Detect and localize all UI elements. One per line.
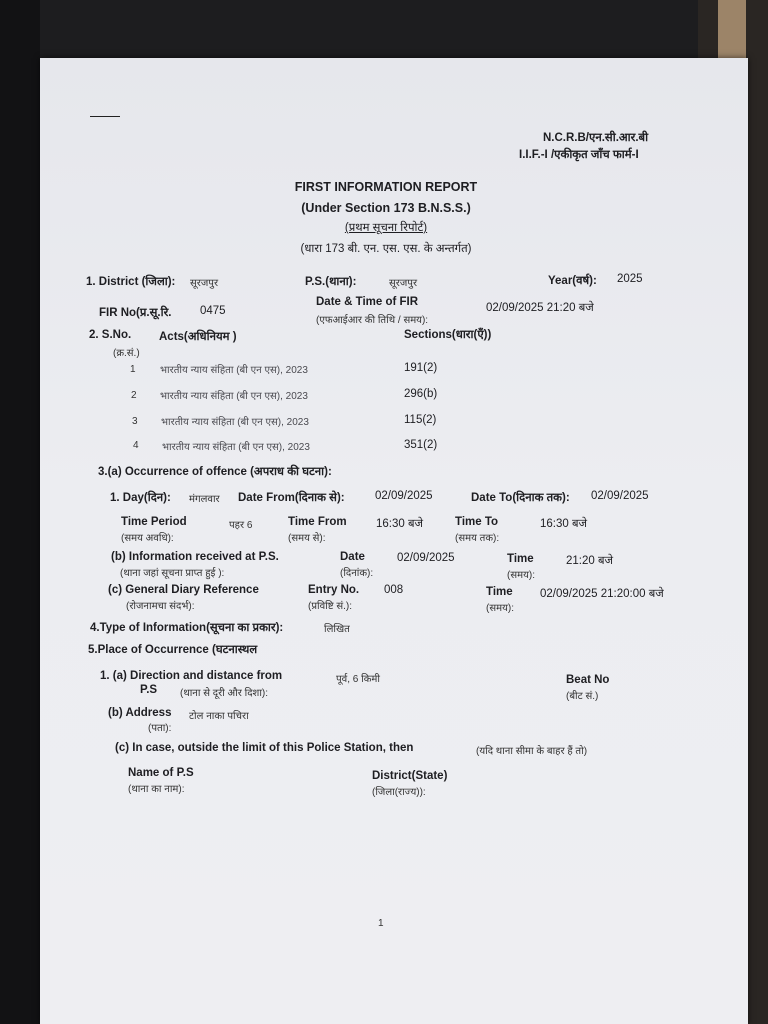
pen-mark	[90, 116, 120, 117]
address-sub: (पता):	[148, 723, 172, 734]
district-label: 1. District (जिला):	[86, 276, 176, 288]
occurrence-heading: 3.(a) Occurrence of offence (अपराध की घटना):	[98, 466, 332, 478]
direction-value: पूर्व, 6 किमी	[336, 674, 380, 685]
date-to-value: 02/09/2025	[591, 490, 649, 502]
time-from-value: 16:30 बजे	[376, 518, 424, 530]
info-date-sub: (दिनांक):	[340, 568, 374, 579]
report-title-hindi: (प्रथम सूचना रिपोर्ट)	[344, 222, 428, 234]
gd-sub: (रोजनामचा संदर्भ):	[126, 601, 195, 612]
day-value: मंगलवार	[189, 494, 220, 505]
sno-label: 2. S.No.	[89, 329, 132, 341]
act-row-act: भारतीय न्याय संहिता (बी एन एस), 2023	[161, 417, 309, 428]
fir-datetime-sub: (एफआईआर की तिथि / समय):	[316, 315, 429, 326]
info-time-label: Time	[507, 553, 534, 565]
act-row-section: 351(2)	[404, 439, 438, 451]
type-info-value: लिखित	[324, 624, 350, 635]
act-row-act: भारतीय न्याय संहिता (बी एन एस), 2023	[160, 391, 308, 402]
entry-sub: (प्रविष्टि सं.):	[308, 601, 353, 612]
report-section: (Under Section 173 B.N.S.S.)	[301, 201, 471, 215]
outside-limit-hindi: (यदि थाना सीमा के बाहर हैं तो)	[476, 746, 588, 757]
time-period-label: Time Period	[121, 516, 187, 528]
act-row-act: भारतीय न्याय संहिता (बी एन एस), 2023	[162, 442, 310, 453]
fir-label: FIR No(प्र.सू.रि.	[99, 307, 172, 319]
name-ps-label: Name of P.S	[128, 767, 194, 779]
background-left	[0, 0, 40, 1024]
date-from-value: 02/09/2025	[375, 490, 433, 502]
time-period-sub: (समय अवधि):	[121, 533, 174, 544]
type-info-label: 4.Type of Information(सूचना का प्रकार):	[90, 622, 284, 634]
page-number: 1	[378, 918, 384, 929]
act-row-section: 296(b)	[404, 388, 438, 400]
act-row-section: 115(2)	[404, 414, 437, 426]
gd-label: (c) General Diary Reference	[108, 584, 259, 596]
info-date-value: 02/09/2025	[397, 552, 455, 564]
ncrb-label: N.C.R.B/एन.सी.आर.बी	[543, 132, 649, 144]
date-from-label: Date From(दिनाक से):	[238, 492, 345, 504]
date-to-label: Date To(दिनाक तक):	[471, 492, 570, 504]
time-from-label: Time From	[288, 516, 347, 528]
info-date-label: Date	[340, 551, 365, 563]
act-row-sno: 2	[131, 390, 137, 401]
entry-label: Entry No.	[308, 584, 360, 596]
place-heading: 5.Place of Occurrence (घटनास्थल	[88, 644, 258, 656]
beat-sub: (बीट सं.)	[566, 691, 599, 702]
address-label: (b) Address	[108, 707, 172, 719]
ps-direction-sub: (थाना से दूरी और दिशा):	[180, 688, 269, 699]
gd-time-value: 02/09/2025 21:20:00 बजे	[540, 588, 664, 600]
info-time-value: 21:20 बजे	[566, 555, 614, 567]
time-to-sub: (समय तक):	[455, 533, 500, 544]
act-row-sno: 4	[133, 440, 139, 451]
fir-value: 0475	[200, 305, 226, 317]
info-received-sub: (थाना जहां सूचना प्राप्त हुई ):	[120, 568, 225, 579]
info-time-sub: (समय):	[507, 570, 535, 581]
act-row-sno: 3	[132, 416, 138, 427]
act-row-section: 191(2)	[404, 362, 438, 374]
sections-label: Sections(धारा(एँ))	[404, 329, 492, 341]
fir-datetime-label: Date & Time of FIR	[316, 296, 419, 308]
time-period-value: पहर 6	[229, 520, 253, 531]
direction-label: 1. (a) Direction and distance from	[100, 670, 283, 682]
ps-direction-label: P.S	[140, 684, 158, 696]
ps-value: सूरजपुर	[389, 278, 418, 289]
outside-limit-label: (c) In case, outside the limit of this Police Station, then	[115, 742, 414, 754]
info-received-label: (b) Information received at P.S.	[111, 551, 279, 563]
year-label: Year(वर्ष):	[548, 275, 597, 287]
time-from-sub: (समय से):	[288, 533, 326, 544]
time-to-value: 16:30 बजे	[540, 518, 588, 530]
acts-label: Acts(अधिनियम )	[159, 331, 237, 343]
sno-sub: (क्र.सं.)	[113, 348, 140, 359]
act-row-sno: 1	[130, 364, 136, 375]
report-section-hindi: (धारा 173 बी. एन. एस. एस. के अन्तर्गत)	[300, 243, 472, 255]
gd-time-sub: (समय):	[486, 603, 514, 614]
district-state-label: District(State)	[372, 770, 448, 782]
ps-label: P.S.(थाना):	[305, 276, 357, 288]
act-row-act: भारतीय न्याय संहिता (बी एन एस), 2023	[160, 365, 308, 376]
name-ps-sub: (थाना का नाम):	[128, 784, 185, 795]
year-value: 2025	[617, 273, 643, 285]
gd-time-label: Time	[486, 586, 513, 598]
entry-value: 008	[384, 584, 404, 596]
day-label: 1. Day(दिन):	[110, 492, 171, 504]
beat-label: Beat No	[566, 674, 610, 686]
district-state-sub: (जिला(राज्य)):	[372, 787, 426, 798]
iif-label: I.I.F.-I /एकीकृत जाँच फार्म-I	[519, 149, 639, 161]
fir-datetime-value: 02/09/2025 21:20 बजे	[486, 302, 594, 314]
address-value: टोल नाका पचिरा	[189, 711, 249, 722]
district-value: सूरजपुर	[190, 278, 219, 289]
report-title: FIRST INFORMATION REPORT	[294, 180, 478, 194]
time-to-label: Time To	[455, 516, 499, 528]
